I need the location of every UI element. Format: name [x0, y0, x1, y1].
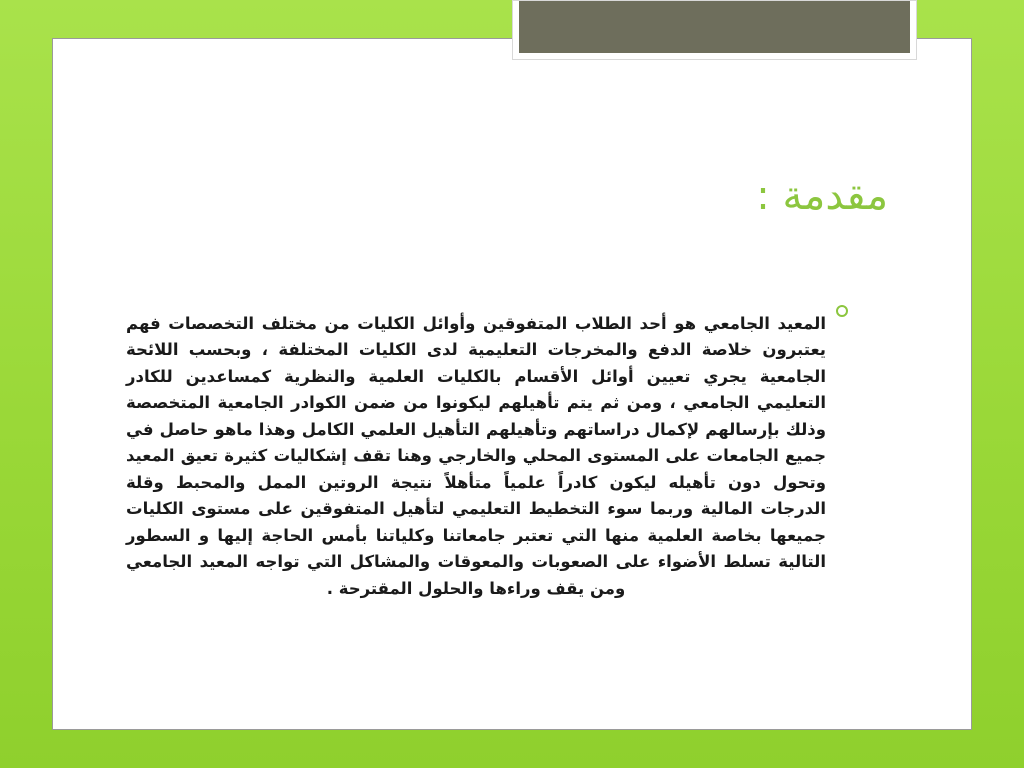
slide-title: مقدمة :: [756, 173, 888, 219]
decorative-header-rectangle: [512, 0, 917, 60]
decorative-rectangle-fill: [519, 1, 910, 53]
bullet-circle-icon: [836, 305, 848, 317]
bullet-paragraph: المعيد الجامعي هو أحد الطلاب المتفوقين وأوائل الكليات من مختلف التخصصات فهم يعتبرون خلاصة الدفع والمخرجات التعليمية لدى الكليات المختلفة ، وبحسب اللائحة الجامعية يجري تعيين أوائل الأقسام بالكليات العلمية والنظرية كمساعدين للكادر التعليمي الجامعي ، ومن ثم يتم تأهيلهم ليكونوا من ضمن الكوادر الجامعية المتخصصة وذلك بإرسالهم لإكمال دراساتهم وتأهيلهم التأهيل العلمي الكامل وهذا ماهو حاصل في جميع الجامعات على المستوى المحلي والخارجي وهنا تقف إشكاليات كثيرة تعيق المعيد وتحول دون تأهيله ليكون كادراً علمياً متأهلاً نتيجة الروتين الممل والمحبط وقلة الدرجات المالية وربما سوء التخطيط التعليمي لتأهيل المتفوقين على مستوى الكليات جميعها بخاصة العلمية منها التي تعتبر جامعاتنا وكلياتنا بأمس الحاجة إليها و السطور التالية تسلط الأضواء على الصعوبات والمعوقات والمشاكل التي تواجه المعيد الجامعي ومن يقف وراءها والحلول المقترحة .: [126, 313, 826, 598]
